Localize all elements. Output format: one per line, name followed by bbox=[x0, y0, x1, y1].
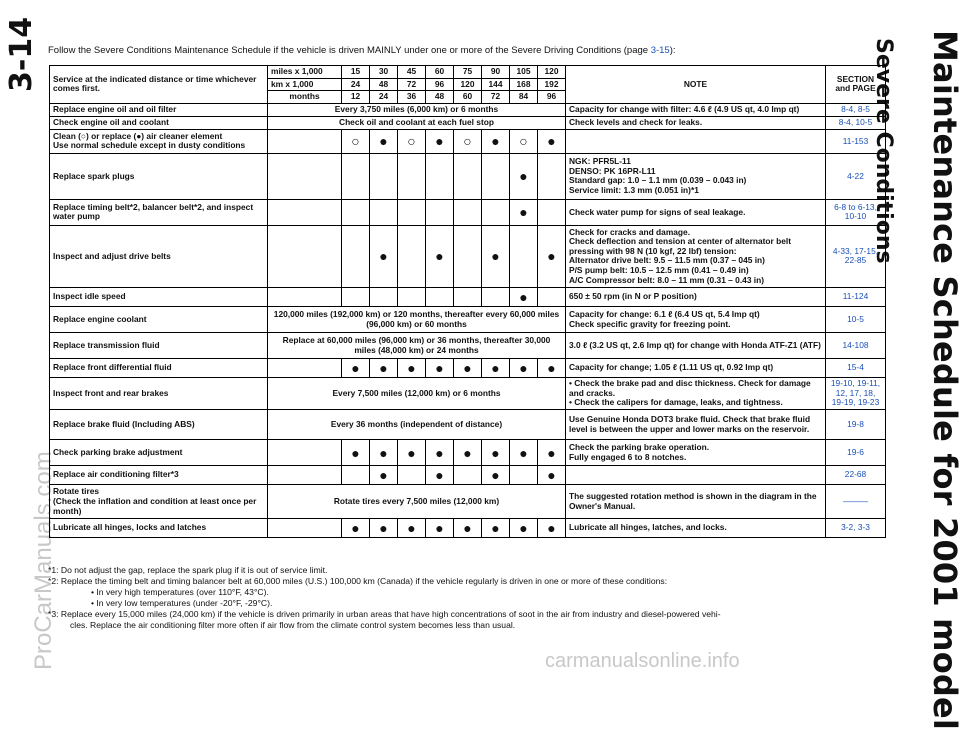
service-cell bbox=[50, 307, 268, 333]
months-cell: 36 bbox=[398, 91, 426, 104]
note-cell: 650 ± 50 rpm (in N or P position) bbox=[566, 287, 826, 306]
filled-circle-icon: ● bbox=[538, 519, 566, 538]
service-label: Replace engine oil and oil filter bbox=[53, 104, 177, 115]
service-cell bbox=[50, 333, 268, 359]
open-circle-icon: ○ bbox=[510, 129, 538, 153]
miles-cell: 15 bbox=[342, 66, 370, 79]
section-page-ref[interactable]: 14-108 bbox=[826, 333, 886, 359]
empty-mark-cell bbox=[370, 287, 398, 306]
filled-circle-icon: ● bbox=[538, 359, 566, 378]
service-cell bbox=[50, 103, 268, 116]
section-page-ref[interactable]: 6-8 to 6-13, 10-10 bbox=[826, 199, 886, 225]
filled-circle-icon: ● bbox=[398, 440, 426, 466]
empty-mark-cell bbox=[426, 287, 454, 306]
table-row bbox=[50, 333, 886, 359]
miles-cell: 30 bbox=[370, 66, 398, 79]
filled-circle-icon: ● bbox=[370, 466, 398, 485]
months-cell: 24 bbox=[370, 91, 398, 104]
service-cell bbox=[50, 440, 268, 466]
empty-mark-cell bbox=[482, 153, 510, 199]
note-cell: • Check the brake pad and disc thickness. Check for damage and cracks. • Check the calipers for damage, leaks, and tightness. bbox=[566, 378, 826, 410]
note-cell: Capacity for change with filter: 4.6 ℓ (4.9 US qt, 4.0 Imp qt) bbox=[566, 103, 826, 116]
footnote-2: *2: Replace the timing belt and timing balancer belt at 60,000 miles (U.S.) 100,000 km (Canada) if the vehicle regularly is driven in one or more of these conditions: bbox=[48, 576, 668, 586]
service-label: Replace spark plugs bbox=[53, 170, 135, 181]
filled-circle-icon: ● bbox=[342, 440, 370, 466]
interval-cell: Replace at 60,000 miles (96,000 km) or 36 months, thereafter 30,000 miles (48,000 km) or 24 months bbox=[268, 333, 566, 359]
filled-circle-icon: ● bbox=[482, 466, 510, 485]
empty-mark-cell bbox=[482, 287, 510, 306]
service-label: Replace transmission fluid bbox=[53, 339, 160, 350]
service-label: Clean (○) or replace (●) air cleaner element bbox=[53, 130, 223, 141]
service-cell bbox=[50, 129, 268, 153]
service-cell bbox=[50, 466, 268, 485]
table-row bbox=[50, 153, 886, 199]
table-row bbox=[50, 307, 886, 333]
miles-cell: 60 bbox=[426, 66, 454, 79]
filled-circle-icon: ● bbox=[510, 199, 538, 225]
filled-circle-icon: ● bbox=[482, 359, 510, 378]
filled-circle-icon: ● bbox=[342, 359, 370, 378]
km-cell: 168 bbox=[510, 78, 538, 91]
footnote-2-bullet-2: • In very low temperatures (under -20°F, -29°C). bbox=[91, 598, 273, 608]
empty-mark-cell bbox=[426, 199, 454, 225]
service-label: Rotate tires (Check the inflation and condition at least once per month) bbox=[53, 486, 257, 516]
blank-cell bbox=[268, 287, 342, 306]
km-cell: 48 bbox=[370, 78, 398, 91]
header-section-label: SECTION and PAGE bbox=[826, 66, 886, 104]
filled-circle-icon: ● bbox=[426, 225, 454, 287]
km-cell: 24 bbox=[342, 78, 370, 91]
section-page-ref[interactable]: 19-10, 19-11, 12, 17, 18, 19-19, 19-23 bbox=[826, 378, 886, 410]
intro-text bbox=[48, 45, 676, 56]
blank-cell bbox=[268, 199, 342, 225]
table-row bbox=[50, 129, 886, 153]
miles-cell: 90 bbox=[482, 66, 510, 79]
empty-mark-cell bbox=[454, 287, 482, 306]
blank-cell bbox=[268, 519, 342, 538]
section-page-ref[interactable]: 8-4, 8-5 bbox=[826, 103, 886, 116]
filled-circle-icon: ● bbox=[370, 129, 398, 153]
empty-mark-cell bbox=[482, 199, 510, 225]
service-cell bbox=[50, 153, 268, 199]
service-cell bbox=[50, 485, 268, 519]
service-label: Lubricate all hinges, locks and latches bbox=[53, 522, 207, 533]
service-label: Inspect idle speed bbox=[53, 291, 126, 302]
service-label: Replace front differential fluid bbox=[53, 362, 172, 373]
months-cell: 12 bbox=[342, 91, 370, 104]
filled-circle-icon: ● bbox=[370, 359, 398, 378]
filled-circle-icon: ● bbox=[538, 440, 566, 466]
section-page-ref[interactable]: 4-33, 17-15, 22-85 bbox=[826, 225, 886, 287]
header-km-label: km x 1,000 bbox=[268, 78, 342, 91]
note-cell bbox=[566, 466, 826, 485]
empty-mark-cell bbox=[370, 153, 398, 199]
filled-circle-icon: ● bbox=[426, 466, 454, 485]
km-cell: 96 bbox=[426, 78, 454, 91]
service-label: Replace air conditioning filter*3 bbox=[53, 469, 179, 480]
note-cell: The suggested rotation method is shown in the diagram in the Owner's Manual. bbox=[566, 485, 826, 519]
note-cell: 3.0 ℓ (3.2 US qt, 2.6 Imp qt) for change with Honda ATF-Z1 (ATF) bbox=[566, 333, 826, 359]
open-circle-icon: ○ bbox=[342, 129, 370, 153]
months-cell: 96 bbox=[538, 91, 566, 104]
miles-cell: 105 bbox=[510, 66, 538, 79]
empty-mark-cell bbox=[398, 287, 426, 306]
section-page-ref[interactable]: 19-6 bbox=[826, 440, 886, 466]
table-row bbox=[50, 116, 886, 129]
interval-cell: Check oil and coolant at each fuel stop bbox=[268, 116, 566, 129]
section-page-ref[interactable]: 10-5 bbox=[826, 307, 886, 333]
empty-mark-cell bbox=[538, 199, 566, 225]
table-row bbox=[50, 485, 886, 519]
empty-mark-cell bbox=[454, 466, 482, 485]
page-number: 3-14 bbox=[4, 16, 39, 92]
table-row bbox=[50, 359, 886, 378]
blank-cell bbox=[268, 225, 342, 287]
filled-circle-icon: ● bbox=[370, 440, 398, 466]
blank-cell bbox=[268, 153, 342, 199]
footnotes bbox=[48, 565, 828, 631]
service-label: Inspect and adjust drive belts bbox=[53, 250, 171, 261]
footnote-1: *1: Do not adjust the gap, replace the spark plug if it is out of service limit. bbox=[48, 565, 328, 575]
months-cell: 48 bbox=[426, 91, 454, 104]
filled-circle-icon: ● bbox=[426, 359, 454, 378]
note-cell bbox=[566, 129, 826, 153]
km-cell: 144 bbox=[482, 78, 510, 91]
km-cell: 192 bbox=[538, 78, 566, 91]
header-miles-label: miles x 1,000 bbox=[268, 66, 342, 79]
page-title: Maintenance Schedule for 2001 model bbox=[926, 30, 964, 730]
filled-circle-icon: ● bbox=[398, 359, 426, 378]
filled-circle-icon: ● bbox=[538, 225, 566, 287]
months-cell: 72 bbox=[482, 91, 510, 104]
table-row bbox=[50, 466, 886, 485]
empty-mark-cell bbox=[454, 199, 482, 225]
table-row bbox=[50, 440, 886, 466]
empty-mark-cell bbox=[370, 199, 398, 225]
filled-circle-icon: ● bbox=[482, 225, 510, 287]
empty-mark-cell bbox=[342, 225, 370, 287]
interval-cell: 120,000 miles (192,000 km) or 120 months, thereafter every 60,000 miles (96,000 km) or 60 months bbox=[268, 307, 566, 333]
service-label: Inspect front and rear brakes bbox=[53, 387, 169, 398]
service-cell bbox=[50, 287, 268, 306]
filled-circle-icon: ● bbox=[454, 359, 482, 378]
service-cell bbox=[50, 116, 268, 129]
km-cell: 72 bbox=[398, 78, 426, 91]
header-row-miles bbox=[50, 66, 886, 79]
interval-cell: Rotate tires every 7,500 miles (12,000 km) bbox=[268, 485, 566, 519]
table-row bbox=[50, 287, 886, 306]
note-cell: Check for cracks and damage. Check deflection and tension at center of alternator belt pressing with 98 N (10 kgf, 22 lbf) tension: Alternator drive belt: 9.5 – 11.5 mm (0.37 – 045 in) P/S pump belt: 10.5 – 12.5 mm (0.41 – 0.49 in) A/C Compressor belt: 8.0 – 11 mm (0.31 – 0.43 in) bbox=[566, 225, 826, 287]
filled-circle-icon: ● bbox=[482, 129, 510, 153]
open-circle-icon: ○ bbox=[398, 129, 426, 153]
header-service-label: Service at the indicated distance or time whichever comes first. bbox=[50, 66, 268, 104]
service-cell bbox=[50, 359, 268, 378]
months-cell: 60 bbox=[454, 91, 482, 104]
filled-circle-icon: ● bbox=[482, 440, 510, 466]
filled-circle-icon: ● bbox=[538, 466, 566, 485]
note-cell: Check the parking brake operation. Fully engaged 6 to 8 notches. bbox=[566, 440, 826, 466]
note-cell: Use Genuine Honda DOT3 brake fluid. Check that brake fluid level is between the upper and lower marks on the reservoir. bbox=[566, 410, 826, 440]
note-cell: NGK: PFR5L-11 DENSO: PK 16PR-L11 Standard gap: 1.0 – 1.1 mm (0.039 – 0.043 in) Service limit: 1.3 mm (0.051 in)*1 bbox=[566, 153, 826, 199]
bottom-watermark: carmanualsonline.info bbox=[545, 650, 740, 672]
note-cell: Capacity for change; 1.05 ℓ (1.11 US qt, 0.92 Imp qt) bbox=[566, 359, 826, 378]
filled-circle-icon: ● bbox=[538, 129, 566, 153]
service-label: Replace engine coolant bbox=[53, 313, 147, 324]
filled-circle-icon: ● bbox=[510, 153, 538, 199]
empty-mark-cell bbox=[342, 153, 370, 199]
filled-circle-icon: ● bbox=[510, 359, 538, 378]
empty-mark-cell bbox=[342, 199, 370, 225]
interval-cell: Every 7,500 miles (12,000 km) or 6 months bbox=[268, 378, 566, 410]
empty-mark-cell bbox=[510, 466, 538, 485]
note-cell: Lubricate all hinges, latches, and locks. bbox=[566, 519, 826, 538]
filled-circle-icon: ● bbox=[510, 519, 538, 538]
section-page-ref[interactable]: 8-4, 10-5 bbox=[826, 116, 886, 129]
empty-mark-cell bbox=[426, 153, 454, 199]
footnote-3-cont: cles. Replace the air conditioning filter more often if air flow from the climate control system becomes less than usual. bbox=[70, 620, 516, 630]
footnote-3: *3: Replace every 15,000 miles (24,000 km) if the vehicle is driven primarily in urban areas that have high concentrations of soot in the air from industry and diesel-powered vehi- bbox=[48, 609, 721, 619]
filled-circle-icon: ● bbox=[426, 519, 454, 538]
section-page-ref[interactable]: 22-68 bbox=[826, 466, 886, 485]
empty-mark-cell bbox=[342, 287, 370, 306]
filled-circle-icon: ● bbox=[342, 519, 370, 538]
note-cell: Capacity for change: 6.1 ℓ (6.4 US qt, 5.4 Imp qt) Check specific gravity for freezing point. bbox=[566, 307, 826, 333]
filled-circle-icon: ● bbox=[454, 440, 482, 466]
section-page-ref[interactable]: 4-22 bbox=[826, 153, 886, 199]
miles-cell: 120 bbox=[538, 66, 566, 79]
service-cell bbox=[50, 225, 268, 287]
header-months-label: months bbox=[268, 91, 342, 104]
intro-body: Follow the Severe Conditions Maintenance Schedule if the vehicle is driven MAINLY under one or more of the Severe Driving Conditions (page bbox=[48, 45, 651, 56]
blank-cell bbox=[268, 440, 342, 466]
interval-cell: Every 3,750 miles (6,000 km) or 6 months bbox=[268, 103, 566, 116]
km-cell: 120 bbox=[454, 78, 482, 91]
blank-cell bbox=[268, 466, 342, 485]
empty-mark-cell bbox=[398, 225, 426, 287]
table-row bbox=[50, 410, 886, 440]
table-row bbox=[50, 225, 886, 287]
service-cell bbox=[50, 410, 268, 440]
open-circle-icon: ○ bbox=[454, 129, 482, 153]
table-row bbox=[50, 103, 886, 116]
service-cell bbox=[50, 199, 268, 225]
service-label: Check engine oil and coolant bbox=[53, 117, 169, 128]
empty-mark-cell bbox=[342, 466, 370, 485]
empty-mark-cell bbox=[538, 287, 566, 306]
filled-circle-icon: ● bbox=[510, 287, 538, 306]
blank-cell bbox=[268, 359, 342, 378]
empty-mark-cell bbox=[398, 153, 426, 199]
empty-mark-cell bbox=[398, 199, 426, 225]
section-page-ref[interactable]: 15-4 bbox=[826, 359, 886, 378]
section-page-ref[interactable]: 19-8 bbox=[826, 410, 886, 440]
intro-page-link[interactable]: 3-15 bbox=[650, 45, 670, 56]
miles-cell: 75 bbox=[454, 66, 482, 79]
filled-circle-icon: ● bbox=[426, 129, 454, 153]
side-watermark: ProCarManuals.com bbox=[30, 451, 57, 670]
empty-mark-cell bbox=[398, 466, 426, 485]
maintenance-schedule-table bbox=[49, 65, 886, 538]
note-cell: Check levels and check for leaks. bbox=[566, 116, 826, 129]
page-subtitle: Severe Conditions bbox=[871, 38, 896, 264]
filled-circle-icon: ● bbox=[482, 519, 510, 538]
empty-mark-cell bbox=[510, 225, 538, 287]
filled-circle-icon: ● bbox=[398, 519, 426, 538]
table-row bbox=[50, 199, 886, 225]
section-page-ref[interactable]: 3-2, 3-3 bbox=[826, 519, 886, 538]
blank-cell bbox=[268, 129, 342, 153]
footnote-2-bullet-1: • In very high temperatures (over 110°F, 43°C). bbox=[91, 587, 269, 597]
service-label: Check parking brake adjustment bbox=[53, 446, 183, 457]
table-row bbox=[50, 378, 886, 410]
filled-circle-icon: ● bbox=[454, 519, 482, 538]
interval-cell: Every 36 months (independent of distance) bbox=[268, 410, 566, 440]
service-label: Replace timing belt*2, balancer belt*2, and inspect water pump bbox=[53, 201, 254, 222]
table-row bbox=[50, 519, 886, 538]
service-cell bbox=[50, 378, 268, 410]
filled-circle-icon: ● bbox=[426, 440, 454, 466]
section-page-ref[interactable]: ——— bbox=[826, 485, 886, 519]
filled-circle-icon: ● bbox=[370, 519, 398, 538]
service-sublabel: Use normal schedule except in dusty conditions bbox=[53, 140, 246, 151]
filled-circle-icon: ● bbox=[510, 440, 538, 466]
filled-circle-icon: ● bbox=[370, 225, 398, 287]
empty-mark-cell bbox=[538, 153, 566, 199]
section-page-ref[interactable]: 11-153 bbox=[826, 129, 886, 153]
miles-cell: 45 bbox=[398, 66, 426, 79]
header-note-label: NOTE bbox=[566, 66, 826, 104]
section-page-ref[interactable]: 11-124 bbox=[826, 287, 886, 306]
empty-mark-cell bbox=[454, 153, 482, 199]
service-label: Replace brake fluid (Including ABS) bbox=[53, 418, 195, 429]
service-cell bbox=[50, 519, 268, 538]
note-cell: Check water pump for signs of seal leakage. bbox=[566, 199, 826, 225]
intro-tail: ): bbox=[669, 45, 676, 56]
months-cell: 84 bbox=[510, 91, 538, 104]
empty-mark-cell bbox=[454, 225, 482, 287]
